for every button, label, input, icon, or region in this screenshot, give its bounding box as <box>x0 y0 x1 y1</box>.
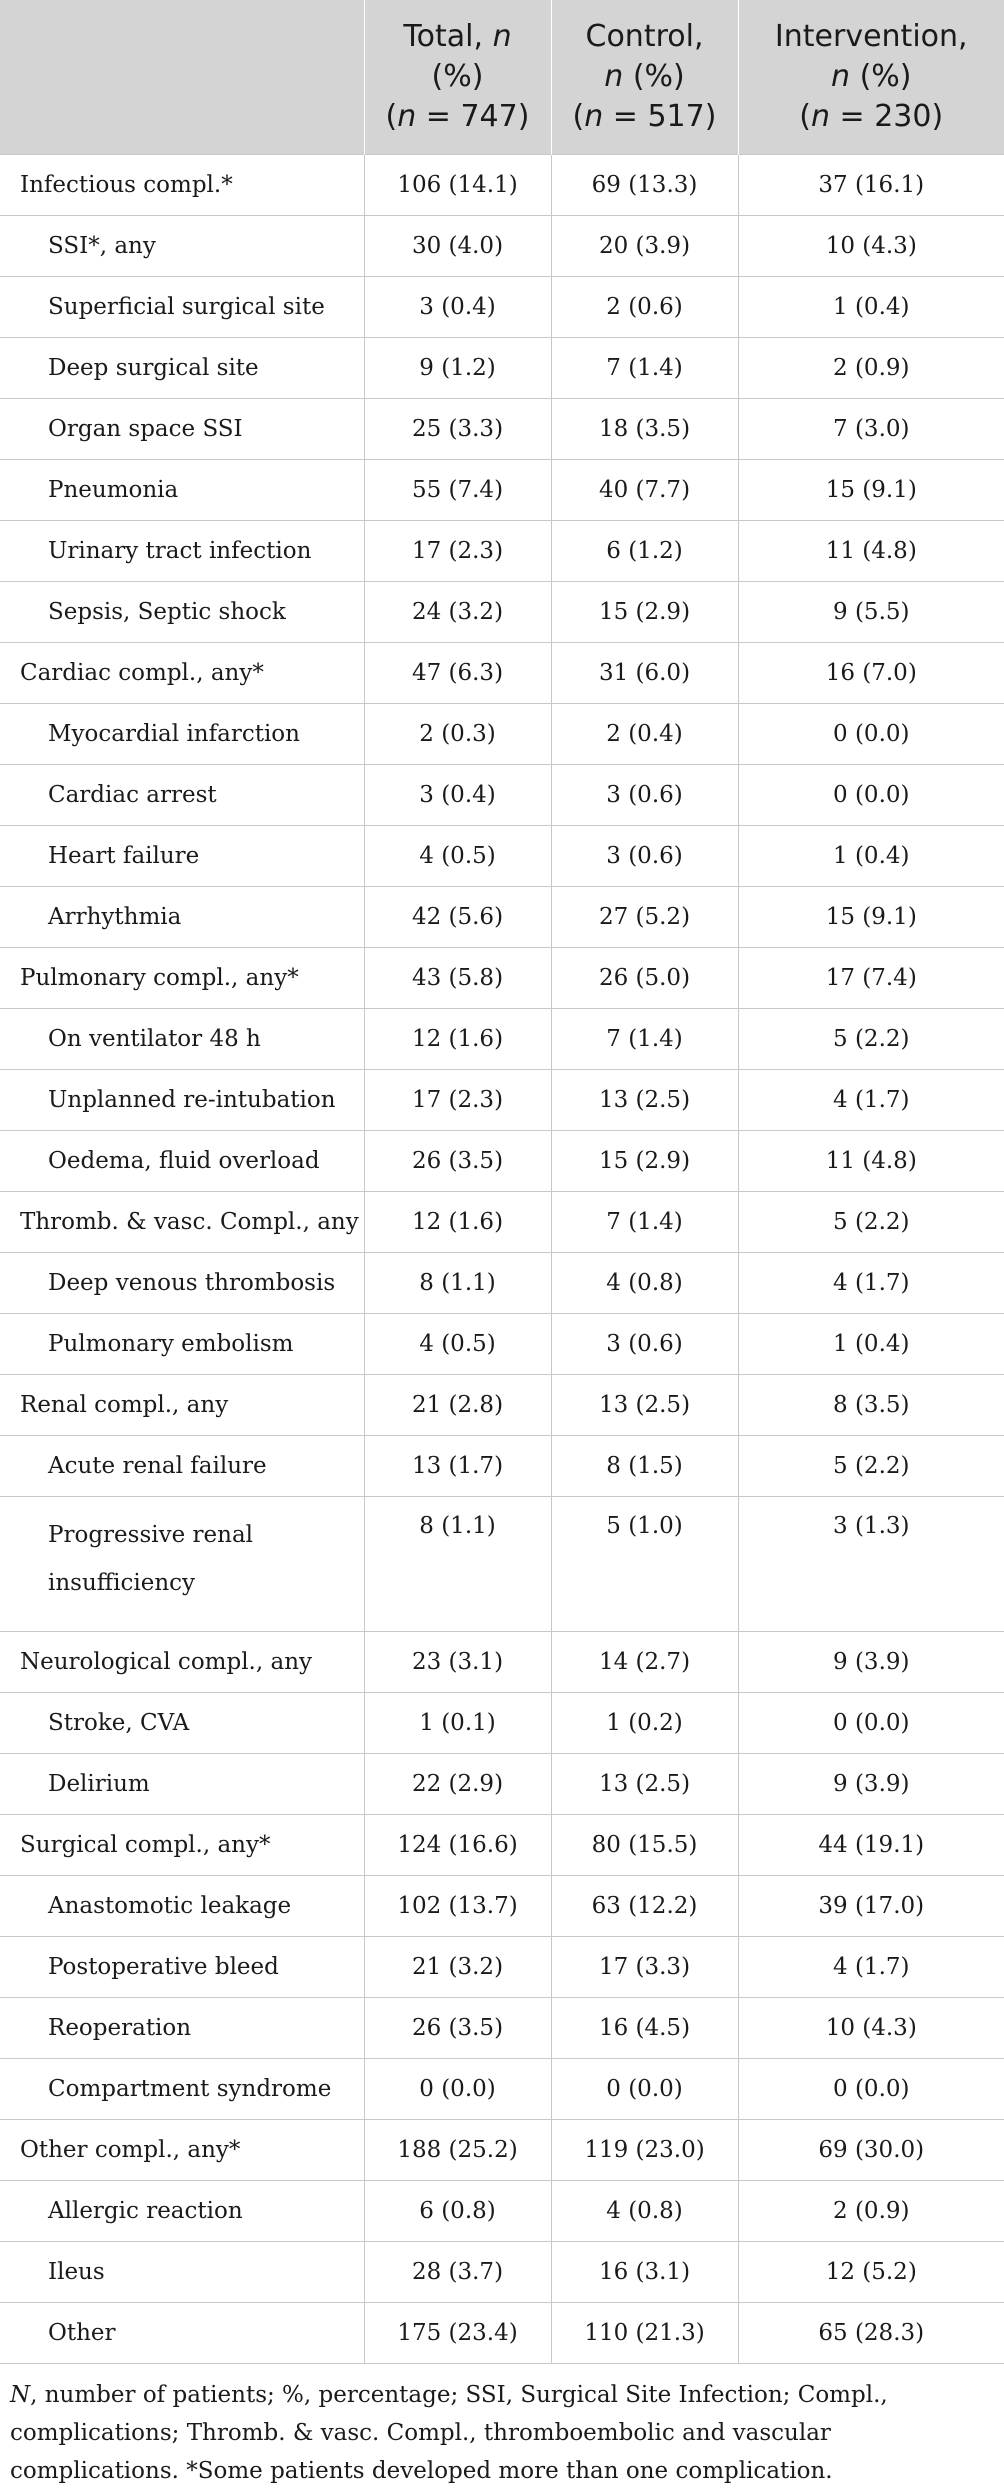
table-row <box>0 704 1004 765</box>
cell-control: 26 (5.0) <box>551 948 738 1009</box>
row-label: Organ space SSI <box>0 399 364 460</box>
row-label: Pulmonary compl., any* <box>0 948 364 1009</box>
cell-control: 13 (2.5) <box>551 1375 738 1436</box>
table-row <box>0 1497 1004 1632</box>
table-body <box>0 155 1004 2364</box>
cell-total: 13 (1.7) <box>364 1436 551 1497</box>
header-total-count: (n = 747) <box>385 99 530 134</box>
cell-total: 30 (4.0) <box>364 216 551 277</box>
header-control <box>551 0 738 155</box>
cell-total: 102 (13.7) <box>364 1876 551 1937</box>
table-row <box>0 1436 1004 1497</box>
cell-intervention: 65 (28.3) <box>738 2303 1004 2364</box>
cell-total: 124 (16.6) <box>364 1815 551 1876</box>
header-control-name: Control, <box>585 19 704 54</box>
cell-intervention: 12 (5.2) <box>738 2242 1004 2303</box>
cell-total: 21 (3.2) <box>364 1937 551 1998</box>
cell-control: 2 (0.4) <box>551 704 738 765</box>
table-row <box>0 521 1004 582</box>
cell-intervention: 9 (5.5) <box>738 582 1004 643</box>
cell-control: 5 (1.0) <box>551 1497 738 1632</box>
cell-intervention: 5 (2.2) <box>738 1009 1004 1070</box>
row-label: Acute renal failure <box>0 1436 364 1497</box>
cell-control: 3 (0.6) <box>551 1314 738 1375</box>
cell-intervention: 39 (17.0) <box>738 1876 1004 1937</box>
cell-control: 31 (6.0) <box>551 643 738 704</box>
row-label: Neurological compl., any <box>0 1632 364 1693</box>
table-row <box>0 2181 1004 2242</box>
footnote-text: N, number of patients; %, percentage; SSI, Surgical Site Infection; Compl., complications; Thromb. & vasc. Compl., thromboembolic and vascular complications. *Some patients developed more than one complication. <box>10 2382 888 2484</box>
cell-control: 16 (4.5) <box>551 1998 738 2059</box>
row-label: Deep surgical site <box>0 338 364 399</box>
table-row <box>0 2303 1004 2364</box>
cell-intervention: 11 (4.8) <box>738 521 1004 582</box>
cell-intervention: 69 (30.0) <box>738 2120 1004 2181</box>
table-row <box>0 948 1004 1009</box>
table-row <box>0 1253 1004 1314</box>
cell-control: 69 (13.3) <box>551 155 738 216</box>
table-row <box>0 765 1004 826</box>
cell-control: 0 (0.0) <box>551 2059 738 2120</box>
cell-intervention: 1 (0.4) <box>738 826 1004 887</box>
table-footnote <box>0 2364 1004 2490</box>
cell-total: 6 (0.8) <box>364 2181 551 2242</box>
row-label: Compartment syndrome <box>0 2059 364 2120</box>
cell-control: 8 (1.5) <box>551 1436 738 1497</box>
cell-intervention: 0 (0.0) <box>738 1693 1004 1754</box>
table-header <box>0 0 1004 155</box>
cell-total: 4 (0.5) <box>364 1314 551 1375</box>
header-intervention <box>738 0 1004 155</box>
table-row <box>0 1192 1004 1253</box>
row-label: Infectious compl.* <box>0 155 364 216</box>
row-label: Cardiac arrest <box>0 765 364 826</box>
table-row <box>0 2059 1004 2120</box>
cell-control: 6 (1.2) <box>551 521 738 582</box>
cell-total: 17 (2.3) <box>364 521 551 582</box>
cell-control: 27 (5.2) <box>551 887 738 948</box>
cell-total: 25 (3.3) <box>364 399 551 460</box>
row-label: Stroke, CVA <box>0 1693 364 1754</box>
cell-control: 63 (12.2) <box>551 1876 738 1937</box>
cell-control: 16 (3.1) <box>551 2242 738 2303</box>
cell-control: 3 (0.6) <box>551 765 738 826</box>
cell-total: 26 (3.5) <box>364 1131 551 1192</box>
table-row <box>0 460 1004 521</box>
cell-control: 1 (0.2) <box>551 1693 738 1754</box>
cell-control: 80 (15.5) <box>551 1815 738 1876</box>
row-label: Renal compl., any <box>0 1375 364 1436</box>
cell-intervention: 5 (2.2) <box>738 1436 1004 1497</box>
cell-intervention: 4 (1.7) <box>738 1253 1004 1314</box>
cell-control: 7 (1.4) <box>551 1192 738 1253</box>
row-label: Superficial surgical site <box>0 277 364 338</box>
cell-total: 106 (14.1) <box>364 155 551 216</box>
header-row <box>0 0 1004 155</box>
table-row <box>0 1876 1004 1937</box>
cell-control: 20 (3.9) <box>551 216 738 277</box>
cell-total: 43 (5.8) <box>364 948 551 1009</box>
cell-intervention: 0 (0.0) <box>738 2059 1004 2120</box>
row-label: Other <box>0 2303 364 2364</box>
table-row <box>0 2120 1004 2181</box>
header-intervention-pct: n (%) <box>831 59 912 94</box>
cell-intervention: 37 (16.1) <box>738 155 1004 216</box>
cell-control: 18 (3.5) <box>551 399 738 460</box>
cell-control: 4 (0.8) <box>551 1253 738 1314</box>
header-empty-cell <box>0 0 364 155</box>
table-row <box>0 1131 1004 1192</box>
cell-intervention: 9 (3.9) <box>738 1632 1004 1693</box>
cell-intervention: 11 (4.8) <box>738 1131 1004 1192</box>
cell-intervention: 5 (2.2) <box>738 1192 1004 1253</box>
row-label: Other compl., any* <box>0 2120 364 2181</box>
row-label: Surgical compl., any* <box>0 1815 364 1876</box>
cell-control: 110 (21.3) <box>551 2303 738 2364</box>
cell-control: 14 (2.7) <box>551 1632 738 1693</box>
cell-control: 7 (1.4) <box>551 1009 738 1070</box>
cell-intervention: 44 (19.1) <box>738 1815 1004 1876</box>
cell-control: 15 (2.9) <box>551 1131 738 1192</box>
row-label: Oedema, fluid overload <box>0 1131 364 1192</box>
cell-intervention: 3 (1.3) <box>738 1497 1004 1632</box>
header-control-count: (n = 517) <box>572 99 717 134</box>
table-row <box>0 1070 1004 1131</box>
row-label: On ventilator 48 h <box>0 1009 364 1070</box>
row-label: Pulmonary embolism <box>0 1314 364 1375</box>
cell-intervention: 16 (7.0) <box>738 643 1004 704</box>
cell-control: 119 (23.0) <box>551 2120 738 2181</box>
cell-intervention: 1 (0.4) <box>738 277 1004 338</box>
cell-control: 13 (2.5) <box>551 1070 738 1131</box>
table-row <box>0 582 1004 643</box>
row-label: Reoperation <box>0 1998 364 2059</box>
cell-total: 2 (0.3) <box>364 704 551 765</box>
row-label: Urinary tract infection <box>0 521 364 582</box>
cell-total: 8 (1.1) <box>364 1497 551 1632</box>
row-label: Thromb. & vasc. Compl., any <box>0 1192 364 1253</box>
cell-total: 3 (0.4) <box>364 765 551 826</box>
table-row <box>0 216 1004 277</box>
cell-intervention: 17 (7.4) <box>738 948 1004 1009</box>
table-row <box>0 1693 1004 1754</box>
cell-intervention: 2 (0.9) <box>738 338 1004 399</box>
row-label: Allergic reaction <box>0 2181 364 2242</box>
table-row <box>0 338 1004 399</box>
cell-total: 21 (2.8) <box>364 1375 551 1436</box>
cell-intervention: 4 (1.7) <box>738 1937 1004 1998</box>
cell-intervention: 4 (1.7) <box>738 1070 1004 1131</box>
cell-intervention: 9 (3.9) <box>738 1754 1004 1815</box>
row-label: Myocardial infarction <box>0 704 364 765</box>
cell-total: 4 (0.5) <box>364 826 551 887</box>
table-row <box>0 2242 1004 2303</box>
row-label: Deep venous thrombosis <box>0 1253 364 1314</box>
cell-total: 28 (3.7) <box>364 2242 551 2303</box>
row-label: Pneumonia <box>0 460 364 521</box>
cell-total: 188 (25.2) <box>364 2120 551 2181</box>
table-row <box>0 1009 1004 1070</box>
header-intervention-count: (n = 230) <box>799 99 944 134</box>
table-row <box>0 155 1004 216</box>
row-label: Sepsis, Septic shock <box>0 582 364 643</box>
table-row <box>0 277 1004 338</box>
cell-total: 17 (2.3) <box>364 1070 551 1131</box>
header-total <box>364 0 551 155</box>
cell-total: 1 (0.1) <box>364 1693 551 1754</box>
header-total-pct: (%) <box>431 59 484 94</box>
row-label: Heart failure <box>0 826 364 887</box>
cell-control: 4 (0.8) <box>551 2181 738 2242</box>
cell-control: 15 (2.9) <box>551 582 738 643</box>
header-intervention-name: Intervention, <box>774 19 968 54</box>
cell-intervention: 10 (4.3) <box>738 1998 1004 2059</box>
cell-intervention: 0 (0.0) <box>738 704 1004 765</box>
table-row <box>0 826 1004 887</box>
cell-intervention: 7 (3.0) <box>738 399 1004 460</box>
cell-total: 47 (6.3) <box>364 643 551 704</box>
row-label: Anastomotic leakage <box>0 1876 364 1937</box>
table-row <box>0 643 1004 704</box>
cell-total: 24 (3.2) <box>364 582 551 643</box>
cell-intervention: 10 (4.3) <box>738 216 1004 277</box>
cell-total: 55 (7.4) <box>364 460 551 521</box>
cell-intervention: 8 (3.5) <box>738 1375 1004 1436</box>
cell-total: 0 (0.0) <box>364 2059 551 2120</box>
table-row <box>0 1998 1004 2059</box>
cell-total: 42 (5.6) <box>364 887 551 948</box>
row-label: Arrhythmia <box>0 887 364 948</box>
cell-control: 3 (0.6) <box>551 826 738 887</box>
row-label: SSI*, any <box>0 216 364 277</box>
cell-intervention: 15 (9.1) <box>738 887 1004 948</box>
cell-control: 13 (2.5) <box>551 1754 738 1815</box>
cell-control: 40 (7.7) <box>551 460 738 521</box>
row-label: Delirium <box>0 1754 364 1815</box>
cell-total: 8 (1.1) <box>364 1253 551 1314</box>
row-label: Progressive renal insufficiency <box>0 1497 364 1632</box>
table-row <box>0 1314 1004 1375</box>
row-label: Cardiac compl., any* <box>0 643 364 704</box>
table-row <box>0 1375 1004 1436</box>
cell-control: 2 (0.6) <box>551 277 738 338</box>
cell-total: 9 (1.2) <box>364 338 551 399</box>
cell-total: 26 (3.5) <box>364 1998 551 2059</box>
cell-total: 22 (2.9) <box>364 1754 551 1815</box>
table-row <box>0 887 1004 948</box>
cell-intervention: 2 (0.9) <box>738 2181 1004 2242</box>
header-total-name: Total, n <box>403 19 512 54</box>
cell-total: 23 (3.1) <box>364 1632 551 1693</box>
table-row <box>0 399 1004 460</box>
cell-intervention: 15 (9.1) <box>738 460 1004 521</box>
cell-control: 17 (3.3) <box>551 1937 738 1998</box>
cell-total: 3 (0.4) <box>364 277 551 338</box>
header-control-pct: n (%) <box>604 59 685 94</box>
cell-intervention: 0 (0.0) <box>738 765 1004 826</box>
cell-total: 12 (1.6) <box>364 1009 551 1070</box>
cell-control: 7 (1.4) <box>551 338 738 399</box>
table-row <box>0 1937 1004 1998</box>
cell-total: 12 (1.6) <box>364 1192 551 1253</box>
row-label: Ileus <box>0 2242 364 2303</box>
table-row <box>0 1815 1004 1876</box>
row-label: Postoperative bleed <box>0 1937 364 1998</box>
table-row <box>0 1754 1004 1815</box>
table-row <box>0 1632 1004 1693</box>
cell-intervention: 1 (0.4) <box>738 1314 1004 1375</box>
row-label: Unplanned re-intubation <box>0 1070 364 1131</box>
cell-total: 175 (23.4) <box>364 2303 551 2364</box>
